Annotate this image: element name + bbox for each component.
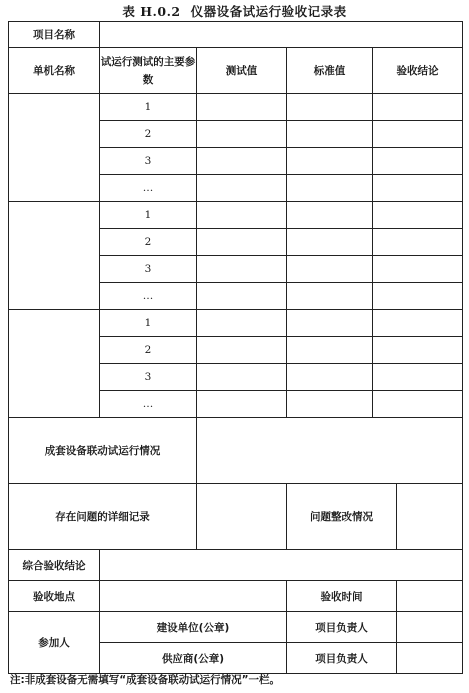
test-value-cell[interactable]	[197, 310, 287, 337]
builder-lead-label: 项目负责人	[287, 612, 397, 643]
project-name-value[interactable]	[100, 22, 463, 48]
param-index: 2	[100, 337, 197, 364]
standard-value-cell[interactable]	[287, 283, 373, 310]
standard-value-cell[interactable]	[287, 121, 373, 148]
conclusion-cell[interactable]	[373, 229, 463, 256]
param-index: 1	[100, 202, 197, 229]
rectification-label: 问题整改情况	[287, 484, 397, 550]
linkage-status-value[interactable]	[197, 418, 463, 484]
conclusion-cell[interactable]	[373, 202, 463, 229]
standard-value-cell[interactable]	[287, 364, 373, 391]
standard-value-cell[interactable]	[287, 391, 373, 418]
main-params-header: 试运行测试的主要参数	[100, 48, 197, 94]
supplier-lead-label: 项目负责人	[287, 643, 397, 674]
overall-conclusion-label: 综合验收结论	[9, 550, 100, 581]
conclusion-header: 验收结论	[373, 48, 463, 94]
conclusion-cell[interactable]	[373, 283, 463, 310]
location-label: 验收地点	[9, 581, 100, 612]
conclusion-cell[interactable]	[373, 175, 463, 202]
test-value-cell[interactable]	[197, 148, 287, 175]
unit-name-cell[interactable]	[9, 202, 100, 310]
param-index: 2	[100, 121, 197, 148]
time-label: 验收时间	[287, 581, 397, 612]
test-value-cell[interactable]	[197, 202, 287, 229]
location-value[interactable]	[100, 581, 287, 612]
acceptance-record-table	[8, 21, 463, 674]
test-value-cell[interactable]	[197, 175, 287, 202]
conclusion-cell[interactable]	[373, 148, 463, 175]
footnote: 注:非成套设备无需填写“成套设备联动试运行情况”一栏。	[10, 674, 280, 686]
standard-value-cell[interactable]	[287, 229, 373, 256]
table-title	[0, 2, 469, 20]
conclusion-cell[interactable]	[373, 310, 463, 337]
param-index: 3	[100, 256, 197, 283]
standard-value-cell[interactable]	[287, 310, 373, 337]
param-index: …	[100, 283, 197, 310]
test-value-cell[interactable]	[197, 256, 287, 283]
standard-value-cell[interactable]	[287, 337, 373, 364]
test-value-cell[interactable]	[197, 121, 287, 148]
standard-value-header: 标准值	[287, 48, 373, 94]
param-index: …	[100, 391, 197, 418]
supplier-label: 供应商(公章)	[100, 643, 287, 674]
supplier-lead-value[interactable]	[397, 643, 463, 674]
builder-lead-value[interactable]	[397, 612, 463, 643]
standard-value-cell[interactable]	[287, 94, 373, 121]
test-value-cell[interactable]	[197, 283, 287, 310]
standard-value-cell[interactable]	[287, 256, 373, 283]
linkage-status-label: 成套设备联动试运行情况	[9, 418, 197, 484]
overall-conclusion-value[interactable]	[100, 550, 463, 581]
param-index: 1	[100, 94, 197, 121]
conclusion-cell[interactable]	[373, 94, 463, 121]
conclusion-cell[interactable]	[373, 121, 463, 148]
conclusion-cell[interactable]	[373, 256, 463, 283]
test-value-cell[interactable]	[197, 229, 287, 256]
param-index: …	[100, 175, 197, 202]
problem-record-label: 存在问题的详细记录	[9, 484, 197, 550]
test-value-cell[interactable]	[197, 94, 287, 121]
standard-value-cell[interactable]	[287, 148, 373, 175]
test-value-cell[interactable]	[197, 337, 287, 364]
param-index: 3	[100, 148, 197, 175]
param-index: 3	[100, 364, 197, 391]
test-value-cell[interactable]	[197, 391, 287, 418]
standard-value-cell[interactable]	[287, 202, 373, 229]
unit-name-cell[interactable]	[9, 310, 100, 418]
unit-name-header: 单机名称	[9, 48, 100, 94]
project-name-label: 项目名称	[9, 22, 100, 48]
test-value-cell[interactable]	[197, 364, 287, 391]
participants-label: 参加人	[9, 612, 100, 674]
builder-label: 建设单位(公章)	[100, 612, 287, 643]
time-value[interactable]	[397, 581, 463, 612]
conclusion-cell[interactable]	[373, 337, 463, 364]
unit-name-cell[interactable]	[9, 94, 100, 202]
conclusion-cell[interactable]	[373, 364, 463, 391]
table-name: 仪器设备试运行验收记录表	[190, 4, 347, 19]
standard-value-cell[interactable]	[287, 175, 373, 202]
test-value-header: 测试值	[197, 48, 287, 94]
rectification-value[interactable]	[397, 484, 463, 550]
table-code: 表 H.0.2	[122, 4, 181, 19]
conclusion-cell[interactable]	[373, 391, 463, 418]
problem-record-value[interactable]	[197, 484, 287, 550]
param-index: 2	[100, 229, 197, 256]
param-index: 1	[100, 310, 197, 337]
